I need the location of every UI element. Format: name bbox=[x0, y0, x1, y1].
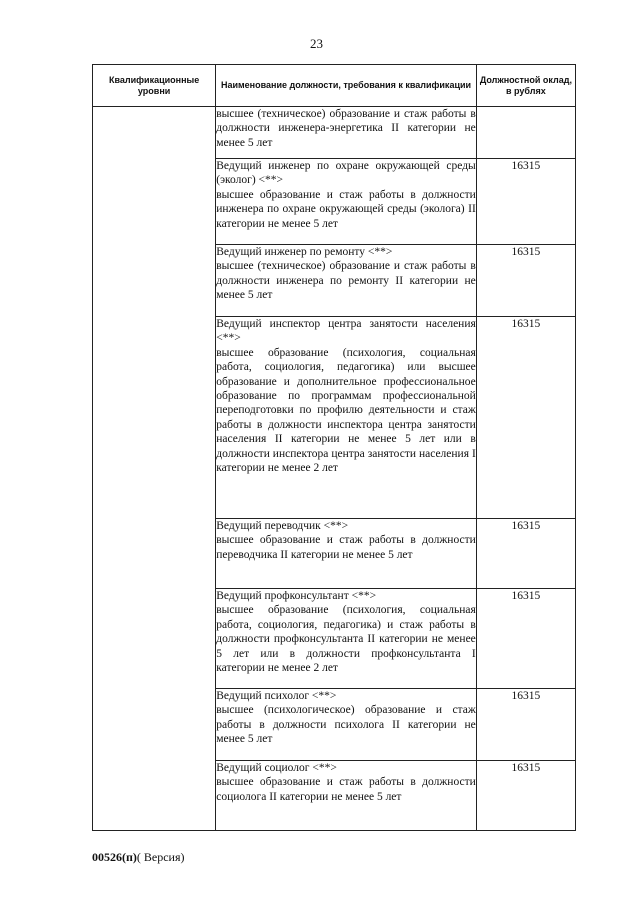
position-cell bbox=[216, 317, 477, 519]
qualification-level-cell bbox=[93, 107, 216, 831]
header-qualification-levels: Квалификационные уровни bbox=[93, 65, 216, 107]
salary-cell: 16315 bbox=[476, 689, 575, 761]
position-cell bbox=[216, 589, 477, 689]
requirement-text: высшее (техническое) образование и стаж работы в должности инженера-энергетика II категории не менее 5 лет bbox=[216, 108, 476, 149]
salary-cell: 16315 bbox=[476, 159, 575, 245]
position-title: Ведущий переводчик <**> bbox=[216, 520, 349, 532]
salary-cell: 16315 bbox=[476, 317, 575, 519]
position-cell bbox=[216, 761, 477, 831]
requirement-text: высшее образование и стаж работы в должности социолога II категории не менее 5 лет bbox=[216, 776, 476, 803]
header-position-requirements: Наименование должности, требования к квалификации bbox=[216, 65, 477, 107]
position-title: Ведущий инспектор центра занятости населения <**> bbox=[216, 318, 476, 345]
table-row bbox=[93, 107, 576, 159]
position-cell bbox=[216, 689, 477, 761]
position-title: Ведущий профконсультант <**> bbox=[216, 590, 377, 602]
position-cell bbox=[216, 245, 477, 317]
salary-cell: 16315 bbox=[476, 589, 575, 689]
position-cell bbox=[216, 519, 477, 589]
position-cell bbox=[216, 159, 477, 245]
document-version: ( Версия) bbox=[136, 850, 185, 864]
requirement-text: высшее (техническое) образование и стаж работы в должности инженера по ремонту II категории не менее 5 лет bbox=[216, 260, 476, 302]
salary-cell: 16315 bbox=[476, 519, 575, 589]
salary-cell: 16315 bbox=[476, 761, 575, 831]
document-footer bbox=[92, 850, 185, 865]
salary-cell bbox=[476, 107, 575, 159]
page-number: 23 bbox=[310, 36, 323, 51]
table-header bbox=[93, 65, 576, 107]
requirement-text: высшее (психологическое) образование и стаж работы в должности психолога II категории не менее 5 лет bbox=[216, 704, 476, 746]
requirement-text: высшее образование и стаж работы в должности инженера по охране окружающей среды (эколога) II категории не менее 5 лет bbox=[216, 188, 476, 230]
requirement-text: высшее образование и стаж работы в должности переводчика II категории не менее 5 лет bbox=[216, 534, 476, 561]
qualification-table bbox=[92, 64, 576, 831]
position-title: Ведущий инженер по ремонту <**> bbox=[216, 246, 393, 258]
document-code: 00526(п) bbox=[92, 850, 137, 864]
position-title: Ведущий инженер по охране окружающей среды (эколог) <**> bbox=[216, 160, 476, 187]
salary-cell: 16315 bbox=[476, 245, 575, 317]
position-title: Ведущий социолог <**> bbox=[216, 762, 337, 774]
requirement-text: высшее образование (психология, социальная работа, социология, педагогика) и стаж работы в должности профконсультанта II категории не менее 5 лет или в должности профконсультанта I категории не менее 2 лет bbox=[216, 604, 476, 675]
position-title: Ведущий психолог <**> bbox=[216, 690, 337, 702]
requirement-text: высшее образование (психология, социальная работа, социология, педагогика) или высшее образование и дополнительное профессиональное образование по программам профессиональной переподготовки по профилю деятельности и стаж работы в должности инспектора центра занятости населения II категории не менее 5 лет или в должности инспектора центра занятости населения I категории не менее 2 лет bbox=[216, 346, 476, 475]
position-cell bbox=[216, 107, 477, 159]
header-salary: Должностной оклад, в рублях bbox=[476, 65, 575, 107]
